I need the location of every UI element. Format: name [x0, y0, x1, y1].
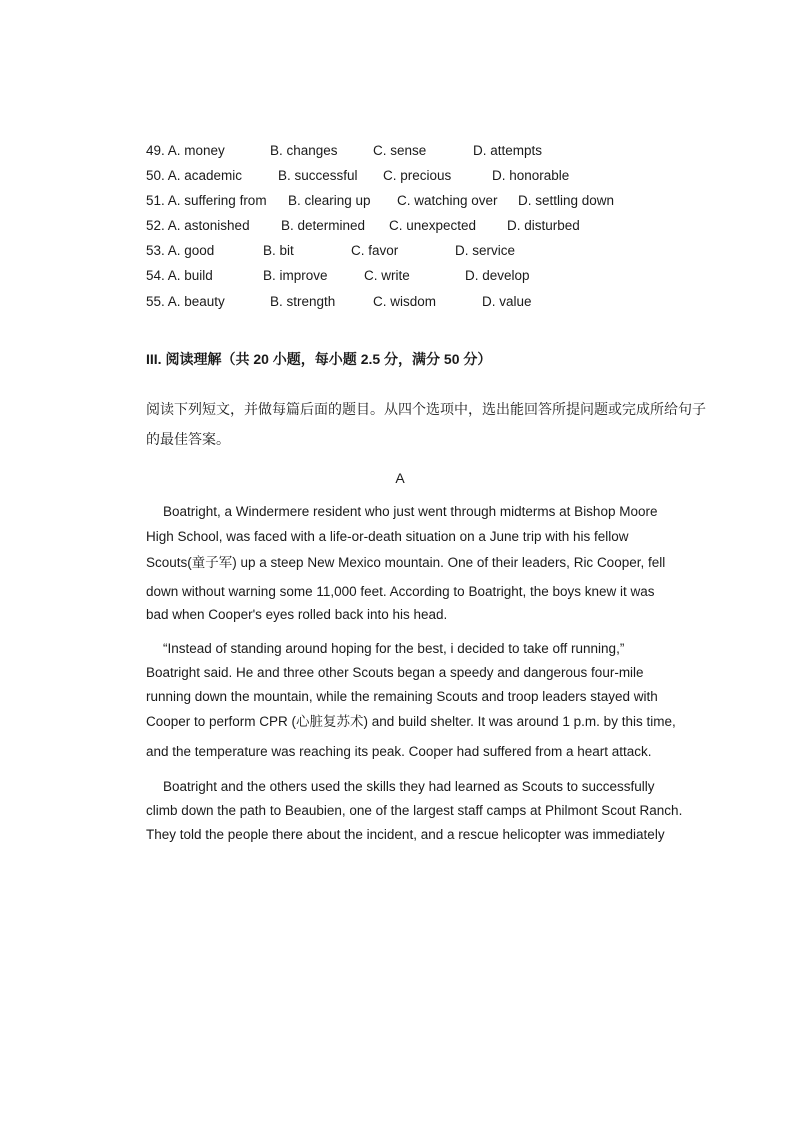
option-a: 53. A. good	[146, 243, 215, 258]
option-c: C. watching over	[397, 193, 498, 208]
option-d: D. honorable	[492, 168, 570, 183]
option-a: 55. A. beauty	[146, 294, 225, 309]
option-d: D. service	[455, 243, 516, 258]
option-b: B. strength	[270, 294, 336, 309]
section-heading: III. 阅读理解（共 20 小题，每小题 2.5 分，满分 50 分）	[146, 351, 492, 367]
option-d: D. develop	[465, 268, 530, 283]
option-c: C. precious	[383, 168, 452, 183]
option-c: C. write	[364, 268, 410, 283]
passage-label: A	[395, 470, 405, 486]
option-c: C. favor	[351, 243, 399, 258]
option-b: B. changes	[270, 143, 338, 158]
paragraph-line: running down the mountain, while the remaining Scouts and troop leaders stayed with	[146, 689, 658, 704]
instructions-line-2: 的最佳答案。	[146, 431, 230, 447]
paragraph-line: Boatright said. He and three other Scouts began a speedy and dangerous four-mile	[146, 665, 644, 680]
paragraph-line: They told the people there about the incident, and a rescue helicopter was immediately	[146, 827, 665, 842]
option-c: C. wisdom	[373, 294, 437, 309]
paragraph-line: climb down the path to Beaubien, one of the largest staff camps at Philmont Scout Ranch.	[146, 803, 683, 818]
paragraph-line: bad when Cooper's eyes rolled back into his head.	[146, 607, 448, 622]
option-d: D. settling down	[518, 193, 615, 208]
option-d: D. disturbed	[507, 218, 580, 233]
instructions-line-1: 阅读下列短文，并做每篇后面的题目。从四个选项中，选出能回答所提问题或完成所给句子	[146, 401, 706, 417]
paragraph-line: down without warning some 11,000 feet. According to Boatright, the boys knew it was	[146, 584, 655, 599]
option-a: 49. A. money	[146, 143, 225, 158]
option-b: B. bit	[263, 243, 294, 258]
option-b: B. clearing up	[288, 193, 371, 208]
option-a: 54. A. build	[146, 268, 213, 283]
paragraph-line: High School, was faced with a life-or-death situation on a June trip with his fellow	[146, 529, 629, 544]
option-b: B. successful	[278, 168, 358, 183]
paragraph-line: “Instead of standing around hoping for the best, i decided to take off running,”	[163, 641, 625, 656]
option-a: 51. A. suffering from	[146, 193, 267, 208]
option-c: C. unexpected	[389, 218, 477, 233]
option-d: D. attempts	[473, 143, 543, 158]
paragraph-line: Boatright and the others used the skills they had learned as Scouts to successfully	[163, 779, 655, 794]
option-a: 52. A. astonished	[146, 218, 250, 233]
paragraph-line: Scouts(童子军) up a steep New Mexico mountain. One of their leaders, Ric Cooper, fell	[146, 555, 666, 570]
paragraph-line: Cooper to perform CPR (心脏复苏术) and build shelter. It was around 1 p.m. by this time,	[146, 714, 676, 729]
option-b: B. improve	[263, 268, 328, 283]
option-a: 50. A. academic	[146, 168, 243, 183]
option-b: B. determined	[281, 218, 366, 233]
option-c: C. sense	[373, 143, 427, 158]
paragraph-line: and the temperature was reaching its peak. Cooper had suffered from a heart attack.	[146, 744, 652, 759]
option-d: D. value	[482, 294, 532, 309]
paragraph-line: Boatright, a Windermere resident who just went through midterms at Bishop Moore	[163, 504, 658, 519]
